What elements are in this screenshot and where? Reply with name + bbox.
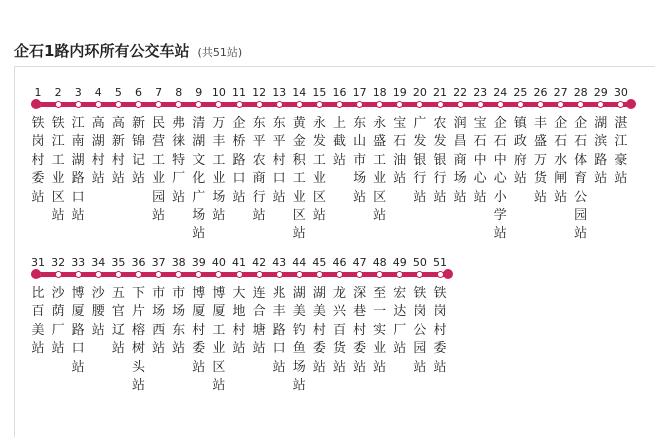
stop-marker-icon — [376, 101, 383, 108]
stop-number: 24 — [493, 86, 508, 99]
bus-stop[interactable] — [88, 256, 108, 340]
stop-number: 22 — [453, 86, 468, 99]
bus-stop[interactable] — [410, 256, 430, 377]
stop-name[interactable]: 至一实业站 — [373, 286, 387, 375]
stop-name[interactable]: 弗徕特厂站 — [172, 116, 186, 205]
stop-marker-icon — [115, 101, 122, 108]
bus-stop[interactable] — [249, 256, 269, 359]
stop-name[interactable]: 市场西站 — [152, 286, 166, 357]
stop-name[interactable]: 大地村站 — [232, 286, 246, 357]
stop-name[interactable]: 企石体育公园站 — [574, 116, 588, 242]
stop-number: 31 — [31, 256, 45, 269]
stop-name[interactable]: 丰盛万货站 — [533, 116, 547, 205]
stop-marker-icon — [296, 101, 303, 108]
stop-name[interactable]: 广发银行站 — [413, 116, 427, 205]
bus-stop[interactable] — [229, 86, 249, 207]
bus-stop[interactable] — [189, 86, 209, 244]
stop-number: 49 — [392, 256, 407, 269]
stop-number: 46 — [332, 256, 347, 269]
stop-marker-icon — [477, 101, 484, 108]
stop-number: 33 — [71, 256, 86, 269]
stop-name[interactable]: 湖滨路站 — [594, 116, 608, 187]
stop-marker-icon — [175, 101, 182, 108]
stop-name[interactable]: 高湖村站 — [91, 116, 105, 187]
stop-name[interactable]: 铁岗村委站 — [433, 286, 447, 375]
stop-number: 20 — [412, 86, 427, 99]
bus-stop[interactable] — [68, 86, 88, 225]
stop-marker-icon — [316, 101, 323, 108]
stop-name[interactable]: 东平村口站 — [272, 116, 286, 205]
stop-count: (共51站) — [197, 46, 243, 59]
stop-marker-icon — [517, 101, 524, 108]
stop-name[interactable]: 兆丰路口站 — [272, 286, 286, 375]
page-heading — [14, 40, 242, 62]
stop-marker-icon — [396, 101, 403, 108]
stop-marker-icon — [236, 271, 243, 278]
stop-marker-icon — [95, 271, 102, 278]
bus-stop[interactable] — [289, 256, 309, 395]
stop-number: 26 — [533, 86, 548, 99]
stop-number: 32 — [51, 256, 66, 269]
route-end-cap — [626, 99, 636, 109]
stop-marker-icon — [215, 101, 222, 108]
stop-marker-icon — [336, 271, 343, 278]
stop-number: 45 — [312, 256, 327, 269]
stop-marker-icon — [376, 271, 383, 278]
bus-stop[interactable] — [370, 256, 390, 377]
bus-stop[interactable] — [390, 86, 410, 189]
bus-stop[interactable] — [48, 256, 68, 359]
stop-name[interactable]: 宝石中心站 — [473, 116, 487, 205]
bus-stop[interactable] — [169, 256, 189, 359]
stop-name[interactable]: 比百美站 — [31, 286, 45, 357]
stop-name[interactable]: 永发工业区站 — [312, 116, 326, 224]
stop-name[interactable]: 五官辽站 — [111, 286, 125, 357]
stop-marker-icon — [316, 271, 323, 278]
stop-name[interactable]: 沙荫厂站 — [51, 286, 65, 357]
stop-number: 4 — [94, 86, 102, 99]
stop-number: 6 — [135, 86, 142, 99]
bus-stop[interactable] — [169, 86, 189, 207]
stop-name[interactable]: 东平农商行站 — [252, 116, 266, 224]
stop-number: 9 — [195, 86, 203, 99]
stop-number: 47 — [352, 256, 367, 269]
stop-marker-icon — [155, 101, 162, 108]
bus-stop[interactable] — [249, 86, 269, 225]
stop-marker-icon — [135, 101, 142, 108]
stop-marker-icon — [195, 101, 202, 108]
stop-number: 14 — [292, 86, 307, 99]
stop-marker-icon — [236, 101, 243, 108]
stop-marker-icon — [497, 101, 504, 108]
stop-number: 11 — [232, 86, 246, 99]
stop-number: 43 — [272, 256, 287, 269]
stop-name[interactable]: 高新村站 — [111, 116, 125, 187]
stop-marker-icon — [75, 271, 82, 278]
stop-name[interactable]: 润昌商场站 — [453, 116, 467, 205]
stop-marker-icon — [55, 101, 62, 108]
stop-marker-icon — [175, 271, 182, 278]
stop-name[interactable]: 连合塘站 — [252, 286, 266, 357]
stop-number: 39 — [191, 256, 206, 269]
stop-name[interactable]: 农发银行站 — [433, 116, 447, 205]
stop-number: 23 — [473, 86, 488, 99]
stop-marker-icon — [457, 101, 464, 108]
bus-stop[interactable] — [430, 86, 450, 207]
stop-number: 5 — [114, 86, 122, 99]
stop-name[interactable]: 市场东站 — [172, 286, 186, 357]
bus-stop[interactable] — [370, 86, 390, 225]
stop-number: 40 — [211, 256, 226, 269]
bus-stop[interactable] — [88, 86, 108, 189]
bus-stop[interactable] — [209, 256, 229, 395]
stop-name[interactable]: 深巷村委站 — [353, 286, 367, 375]
stop-marker-icon — [215, 271, 222, 278]
bus-stop[interactable] — [149, 256, 169, 359]
bus-stop[interactable] — [309, 256, 329, 377]
stop-number: 48 — [372, 256, 387, 269]
bus-stop[interactable] — [149, 86, 169, 225]
stop-marker-icon — [597, 101, 604, 108]
bus-stop[interactable] — [551, 86, 571, 207]
stop-marker-icon — [416, 101, 423, 108]
stop-name[interactable]: 龙兴百货站 — [332, 286, 346, 375]
stop-marker-icon — [155, 271, 162, 278]
bus-stop[interactable] — [229, 256, 249, 359]
stop-name[interactable]: 企桥路口站 — [232, 116, 246, 205]
bus-stop[interactable] — [269, 256, 289, 377]
stop-number: 42 — [252, 256, 267, 269]
stop-marker-icon — [276, 101, 283, 108]
stop-name[interactable]: 江南湖路口站 — [71, 116, 85, 224]
stop-name[interactable]: 黄金积工业区站 — [292, 116, 306, 242]
bus-stop[interactable] — [309, 86, 329, 225]
left-border — [14, 66, 15, 437]
stop-number: 37 — [151, 256, 166, 269]
stop-name[interactable]: 新锦记站 — [131, 116, 145, 187]
stop-name[interactable]: 铁岗公园站 — [413, 286, 427, 375]
stop-name[interactable]: 下片榕树头站 — [131, 286, 145, 394]
stop-marker-icon — [256, 271, 263, 278]
bus-stop[interactable] — [571, 86, 591, 244]
stop-number: 30 — [613, 86, 628, 99]
stop-name[interactable]: 万丰工业场站 — [212, 116, 226, 224]
stop-name[interactable]: 湛江豪站 — [614, 116, 628, 187]
header-divider — [14, 66, 655, 67]
bus-stop[interactable] — [490, 86, 510, 244]
stop-marker-icon — [537, 101, 544, 108]
stop-marker-icon — [617, 101, 624, 108]
stop-name[interactable]: 博厦村委站 — [192, 286, 206, 375]
page-title: 企石1路内环所有公交车站 — [14, 42, 190, 60]
stop-number: 41 — [232, 256, 246, 269]
bus-stop[interactable] — [330, 86, 350, 170]
stop-marker-icon — [577, 101, 584, 108]
bus-stop[interactable] — [269, 86, 289, 207]
stop-number: 25 — [513, 86, 528, 99]
bus-stop[interactable] — [108, 256, 128, 359]
stop-number: 38 — [171, 256, 186, 269]
stop-name[interactable]: 铁岗村委站 — [31, 116, 45, 205]
stop-number: 16 — [332, 86, 347, 99]
stop-name[interactable]: 清湖文化广场站 — [192, 116, 206, 242]
stop-number: 35 — [111, 256, 126, 269]
stop-name[interactable]: 宏达厂站 — [393, 286, 407, 357]
stop-marker-icon — [296, 271, 303, 278]
stop-name[interactable]: 宝石油站 — [393, 116, 407, 187]
stop-number: 15 — [312, 86, 327, 99]
stop-name[interactable]: 铁江工业区站 — [51, 116, 65, 224]
stop-name[interactable]: 湖美村委站 — [312, 286, 326, 375]
stop-number: 44 — [292, 256, 307, 269]
stop-name[interactable]: 东山市场站 — [353, 116, 367, 205]
bus-stop[interactable] — [350, 86, 370, 207]
stop-marker-icon — [195, 271, 202, 278]
bus-stop[interactable] — [470, 86, 490, 207]
stop-name[interactable]: 博厦路口站 — [71, 286, 85, 375]
stop-name[interactable]: 企石中心小学站 — [493, 116, 507, 242]
stop-marker-icon — [356, 101, 363, 108]
stop-number: 3 — [74, 86, 82, 99]
stop-number: 10 — [211, 86, 226, 99]
stop-name[interactable]: 博厦工业区站 — [212, 286, 226, 394]
stop-marker-icon — [437, 101, 444, 108]
stop-number: 21 — [433, 86, 447, 99]
stop-marker-icon — [115, 271, 122, 278]
stop-number: 7 — [155, 86, 163, 99]
stop-marker-icon — [396, 271, 403, 278]
route-start-cap — [31, 99, 41, 109]
stop-number: 17 — [352, 86, 367, 99]
bus-stop[interactable] — [129, 86, 149, 189]
stop-marker-icon — [416, 271, 423, 278]
stop-name[interactable]: 永盛工业区站 — [373, 116, 387, 224]
bus-stop[interactable] — [189, 256, 209, 377]
bus-stop[interactable] — [410, 86, 430, 207]
stop-marker-icon — [135, 271, 142, 278]
stop-number: 18 — [372, 86, 387, 99]
stop-number: 50 — [412, 256, 427, 269]
bus-stop[interactable] — [390, 256, 410, 359]
bus-stop[interactable] — [129, 256, 149, 395]
bus-stop[interactable] — [591, 86, 611, 189]
stop-name[interactable]: 上截站 — [332, 116, 346, 168]
stop-name[interactable]: 镇政府站 — [513, 116, 527, 187]
stop-number: 36 — [131, 256, 146, 269]
bus-stop[interactable] — [450, 86, 470, 207]
route-end-cap — [443, 269, 453, 279]
stop-marker-icon — [336, 101, 343, 108]
stop-marker-icon — [55, 271, 62, 278]
bus-stop[interactable] — [68, 256, 88, 377]
stop-name[interactable]: 湖美钓鱼场站 — [292, 286, 306, 394]
bus-stop[interactable] — [510, 86, 530, 189]
stop-number: 2 — [54, 86, 62, 99]
stop-marker-icon — [276, 271, 283, 278]
stop-number: 51 — [433, 256, 447, 269]
bus-stop[interactable] — [289, 86, 309, 244]
stop-number: 34 — [91, 256, 106, 269]
stop-number: 27 — [553, 86, 568, 99]
stop-number: 1 — [34, 86, 42, 99]
stop-number: 12 — [252, 86, 267, 99]
bus-stop[interactable] — [350, 256, 370, 377]
stop-number: 28 — [573, 86, 588, 99]
stop-marker-icon — [256, 101, 263, 108]
bus-stop[interactable] — [330, 256, 350, 377]
stop-number: 29 — [593, 86, 608, 99]
bus-stop[interactable] — [209, 86, 229, 225]
stop-name[interactable]: 企石水闸站 — [554, 116, 568, 205]
stop-name[interactable]: 民营工业园站 — [152, 116, 166, 224]
stop-marker-icon — [557, 101, 564, 108]
bus-stop[interactable] — [108, 86, 128, 189]
bus-stop[interactable] — [48, 86, 68, 225]
stop-name[interactable]: 沙腰站 — [91, 286, 105, 338]
stop-number: 19 — [392, 86, 407, 99]
stop-marker-icon — [75, 101, 82, 108]
bus-stop[interactable] — [531, 86, 551, 207]
route-start-cap — [31, 269, 41, 279]
stop-number: 13 — [272, 86, 287, 99]
stop-number: 8 — [175, 86, 183, 99]
stop-marker-icon — [95, 101, 102, 108]
stop-marker-icon — [356, 271, 363, 278]
